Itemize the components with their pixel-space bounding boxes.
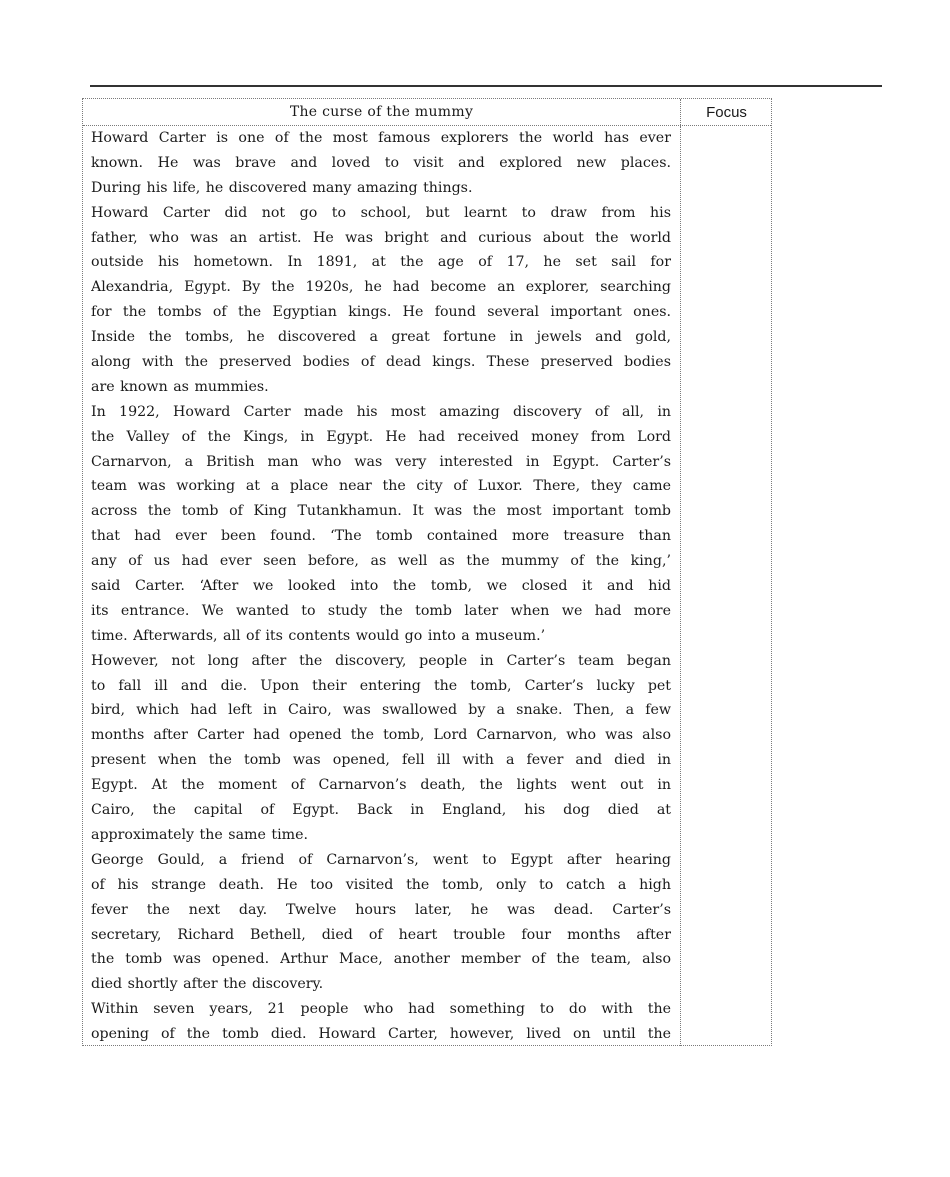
passage-line: for the tombs of the Egyptian kings. He found several important ones. xyxy=(91,304,671,321)
passage-line: In 1922, Howard Carter made his most amazing discovery of all, in xyxy=(91,403,671,420)
passage-line: outside his hometown. In 1891, at the age of 17, he set sail for xyxy=(91,254,671,271)
passage-line: Inside the tombs, he discovered a great fortune in jewels and gold, xyxy=(91,329,671,346)
passage-title: The curse of the mummy xyxy=(289,104,474,120)
passage-line: its entrance. We wanted to study the tomb later when we had more xyxy=(91,602,671,619)
passage-line: Howard Carter is one of the most famous explorers the world has ever xyxy=(91,130,671,146)
passage-body xyxy=(91,126,671,1046)
passage-line: along with the preserved bodies of dead kings. These preserved bodies xyxy=(91,354,671,371)
passage-line: known. He was brave and loved to visit and explored new places. xyxy=(91,154,671,171)
passage-line: team was working at a place near the city of Luxor. There, they came xyxy=(91,478,671,495)
passage-line: approximately the same time. xyxy=(91,826,308,843)
column-divider xyxy=(680,126,681,1046)
table-header-row xyxy=(83,99,771,126)
passage-line: Cairo, the capital of Egypt. Back in England, his dog died at xyxy=(91,802,671,819)
passage-line: father, who was an artist. He was bright and curious about the world xyxy=(91,229,671,246)
passage-line: the Valley of the Kings, in Egypt. He had received money from Lord xyxy=(91,428,671,445)
reading-table xyxy=(82,98,772,1046)
passage-line: opening of the tomb died. Howard Carter, however, lived on until the xyxy=(91,1026,671,1043)
passage-line: Within seven years, 21 people who had something to do with the xyxy=(91,1001,671,1018)
passage-line: said Carter. ‘After we looked into the tomb, we closed it and hid xyxy=(91,578,671,595)
passage-line: that had ever been found. ‘The tomb contained more treasure than xyxy=(91,528,671,545)
passage-line: Carnarvon, a British man who was very interested in Egypt. Carter’s xyxy=(91,453,671,470)
passage-line: across the tomb of King Tutankhamun. It was the most important tomb xyxy=(91,503,671,520)
passage-line: However, not long after the discovery, people in Carter’s team began xyxy=(91,652,671,669)
passage-line: fever the next day. Twelve hours later, he was dead. Carter’s xyxy=(91,901,671,918)
passage-line: are known as mummies. xyxy=(91,378,269,395)
passage-line: any of us had ever seen before, as well as the mummy of the king,’ xyxy=(91,553,671,570)
passage-line: Howard Carter did not go to school, but learnt to draw from his xyxy=(91,204,671,221)
passage-line: time. Afterwards, all of its contents would go into a museum.’ xyxy=(91,627,546,644)
passage-line: George Gould, a friend of Carnarvon’s, went to Egypt after hearing xyxy=(91,851,671,868)
passage-line: present when the tomb was opened, fell ill with a fever and died in xyxy=(91,752,671,769)
passage-line: bird, which had left in Cairo, was swallowed by a snake. Then, a few xyxy=(91,702,671,719)
top-rule xyxy=(90,85,882,87)
passage-line: secretary, Richard Bethell, died of heart trouble four months after xyxy=(91,926,671,943)
passage-line: died shortly after the discovery. xyxy=(91,976,324,993)
passage-line: Alexandria, Egypt. By the 1920s, he had become an explorer, searching xyxy=(91,279,671,296)
passage-line: the tomb was opened. Arthur Mace, another member of the team, also xyxy=(91,951,671,968)
passage-line: of his strange death. He too visited the tomb, only to catch a high xyxy=(91,876,671,893)
passage-line: During his life, he discovered many amazing things. xyxy=(91,179,473,196)
focus-column-header: Focus xyxy=(680,99,772,125)
passage-line: Egypt. At the moment of Carnarvon’s death, the lights went out in xyxy=(91,777,671,794)
passage-line: months after Carter had opened the tomb, Lord Carnarvon, who was also xyxy=(91,727,671,744)
passage-line: to fall ill and die. Upon their entering the tomb, Carter’s lucky pet xyxy=(91,677,671,694)
